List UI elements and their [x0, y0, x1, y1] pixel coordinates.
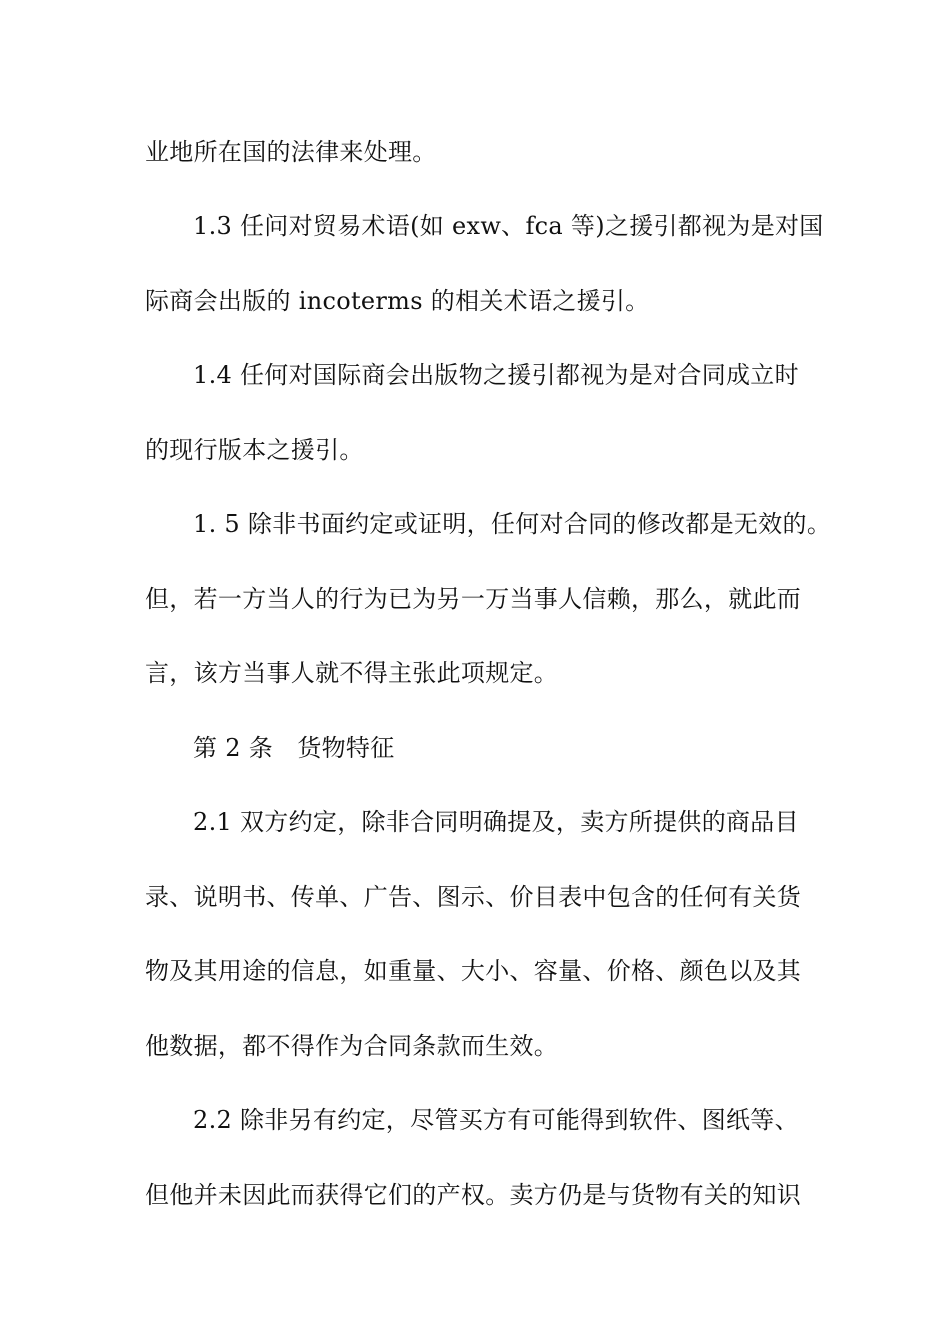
- text-line-14: 2.2 除非另有约定，尽管买方有可能得到软件、图纸等、: [193, 1106, 799, 1134]
- text-line-6: 1. 5 除非书面约定或证明，任何对合同的修改都是无效的。: [193, 510, 832, 538]
- text-line-3: 际商会出版的 incoterms 的相关术语之援引。: [145, 287, 650, 315]
- text-line-12: 物及其用途的信息，如重量、大小、容量、价格、颜色以及其: [145, 957, 802, 985]
- text-line-2: 1.3 任问对贸易术语(如 exw、fca 等)之援引都视为是对国: [193, 212, 824, 240]
- text-line-4: 1.4 任何对国际商会出版物之援引都视为是对合同成立时: [193, 361, 799, 389]
- text-line-15: 但他并未因此而获得它们的产权。卖方仍是与货物有关的知识: [145, 1181, 802, 1209]
- text-line-13: 他数据，都不得作为合同条款而生效。: [145, 1032, 559, 1060]
- text-line-1: 业地所在国的法律来处理。: [145, 138, 437, 166]
- text-line-11: 录、说明书、传单、广告、图示、价目表中包含的任何有关货: [145, 883, 802, 911]
- text-line-10: 2.1 双方约定，除非合同明确提及，卖方所提供的商品目: [193, 808, 799, 836]
- text-line-8: 言，该方当事人就不得主张此项规定。: [145, 659, 559, 687]
- section-heading: 第 2 条 货物特征: [193, 734, 395, 762]
- text-line-5: 的现行版本之援引。: [145, 436, 364, 464]
- text-line-7: 但，若一方当人的行为已为另一万当事人信赖，那么，就此而: [145, 585, 802, 613]
